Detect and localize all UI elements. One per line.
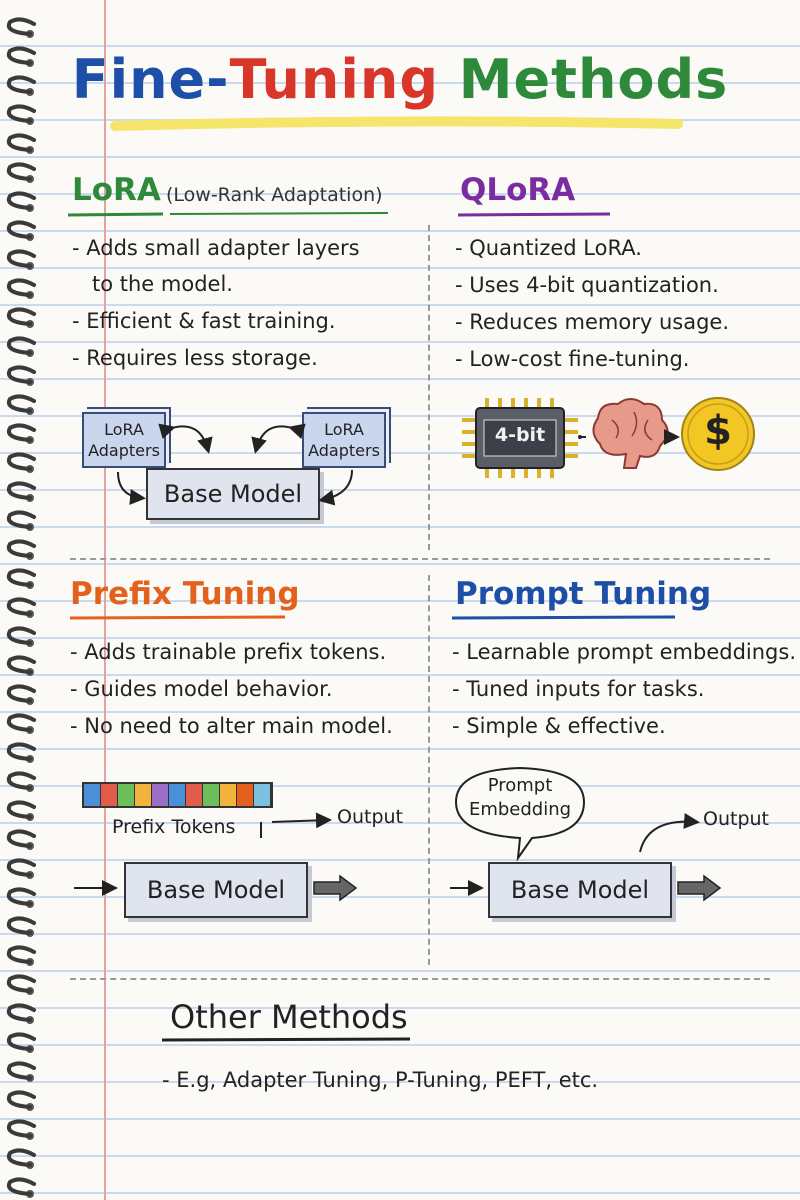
title-word-fine: Fine- [71,48,230,111]
coin-symbol: $ [704,408,732,454]
prompt-bubble-line-2: Embedding [468,799,572,820]
chip-label: 4-bit [494,424,546,446]
prefix-bullet-3: - No need to alter main model. [70,714,393,738]
prompt-base-model: Base Model [488,862,672,918]
other-text: - E.g, Adapter Tuning, P-Tuning, PEFT, etc. [162,1068,599,1092]
prefix-output-label: Output [337,806,403,828]
prefix-tokens-label: Prefix Tokens [112,816,236,838]
prompt-bullet-2: - Tuned inputs for tasks. [452,677,705,701]
prompt-output-label: Output [703,808,769,830]
prompt-bullet-3: - Simple & effective. [452,714,666,738]
lora-bullet-1-cont: to the model. [92,272,233,296]
prefix-bullet-1: - Adds trainable prefix tokens. [70,640,387,664]
title-word-methods: Methods [458,48,729,111]
lora-base-model: Base Model [146,468,320,520]
qlora-bullet-3: - Reduces memory usage. [455,310,730,334]
qlora-bullet-4: - Low-cost fine-tuning. [455,347,690,371]
prefix-bullet-2: - Guides model behavior. [70,677,333,701]
prompt-heading: Prompt Tuning [455,576,712,612]
lora-subheading: (Low-Rank Adaptation) [166,184,383,206]
qlora-bullet-1: - Quantized LoRA. [455,236,642,260]
lora-heading: LoRA [72,172,161,208]
prompt-bubble-line-1: Prompt [487,775,553,796]
prompt-bullet-1: - Learnable prompt embeddings. [452,640,796,664]
lora-adapter-right: LoRA Adapters [302,412,386,468]
lora-adapter-left: LoRA Adapters [82,412,166,468]
lora-bullet-3: - Requires less storage. [72,346,318,370]
prefix-base-model: Base Model [124,862,308,918]
lora-bullet-1: - Adds small adapter layers [72,236,360,260]
other-heading: Other Methods [170,998,408,1036]
qlora-heading: QLoRA [460,172,576,208]
title-word-tuning: Tuning [229,48,439,111]
qlora-bullet-2: - Uses 4-bit quantization. [455,273,719,297]
prefix-heading: Prefix Tuning [70,576,300,612]
lora-bullet-2: - Efficient & fast training. [72,309,336,333]
